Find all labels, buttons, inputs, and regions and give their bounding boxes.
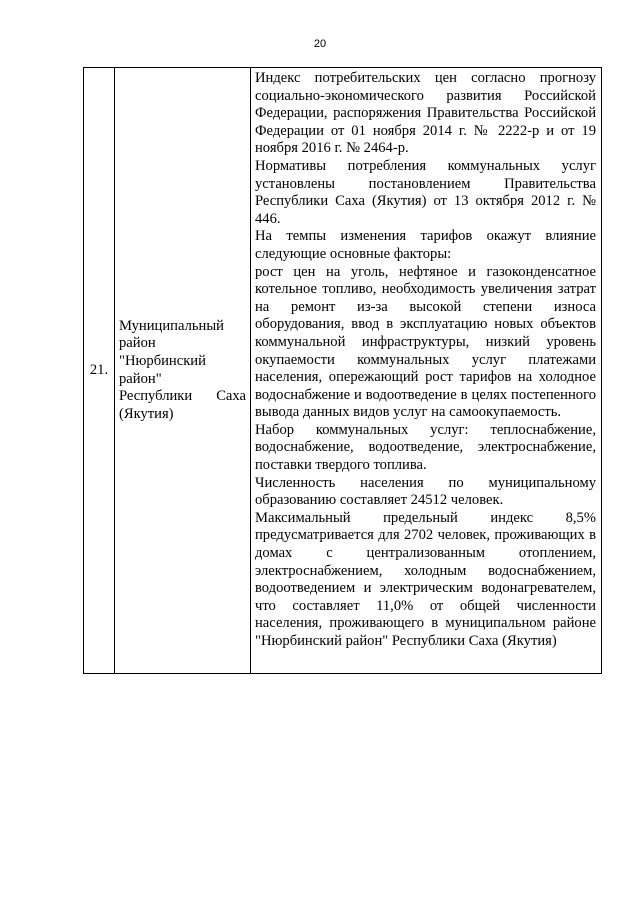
paragraph-factors-intro: На темпы изменения тарифов окажут влияние следующие основные факторы:	[255, 228, 596, 262]
municipality-name-line: (Якутия)	[119, 405, 174, 422]
paragraph-cpi-forecast: Индекс потребительских цен согласно прогнозу социально-экономического развития Российской Федерации, распоряжения Правительства Российской Федерации от 01 ноября 2014 г. № 2222-р и от 19 ноября 2016 г. № 2464-р.	[255, 70, 596, 157]
row-number: 21.	[84, 68, 115, 674]
paragraph-utility-services: Набор коммунальных услуг: теплоснабжение, водоснабжение, водоотведение, электроснабжение, поставки твердого топлива.	[255, 421, 596, 474]
table-row	[84, 68, 602, 674]
paragraph-consumption-norms: Нормативы потребления коммунальных услуг установлены постановлением Правительства Республики Саха (Якутия) от 13 октября 2012 г. № 446.	[255, 157, 596, 227]
paragraph-factors-list: рост цен на уголь, нефтяное и газоконденсатное котельное топливо, необходимость увеличения затрат на ремонт из-за высокой степени износа оборудования, ввод в эксплуатацию новых объектов коммунальной инфраструктуры, низкий уровень окупаемости коммунальных услуг платежами населения, опережающий рост тарифов на холодное водоснабжение и водоотведение в целях постепенного вывода данных видов услуг на самоокупаемость.	[255, 263, 596, 421]
paragraph-population: Численность населения по муниципальному образованию составляет 24512 человек.	[255, 474, 596, 509]
municipality-name-line: Республики Саха	[119, 388, 246, 405]
description-cell	[251, 68, 602, 674]
page-number: 20	[313, 38, 327, 50]
paragraph-max-index: Максимальный предельный индекс 8,5% предусматривается для 2702 человек, проживающих в домах с централизованным отоплением, электроснабжением, холодным водоснабжением, водоотведением и электрическим водонагревателем, что составляет 11,0% от общей численности населения, проживающего в муниципальном районе "Нюрбинский район" Республики Саха (Якутия)	[255, 509, 596, 649]
municipality-name-line: Муниципальный	[119, 317, 224, 334]
municipality-name-line: район	[119, 335, 156, 352]
tariff-table	[83, 67, 602, 674]
municipality-name-line: "Нюрбинский	[119, 352, 206, 369]
municipality-name	[115, 68, 251, 674]
municipality-name-line: район"	[119, 370, 162, 387]
